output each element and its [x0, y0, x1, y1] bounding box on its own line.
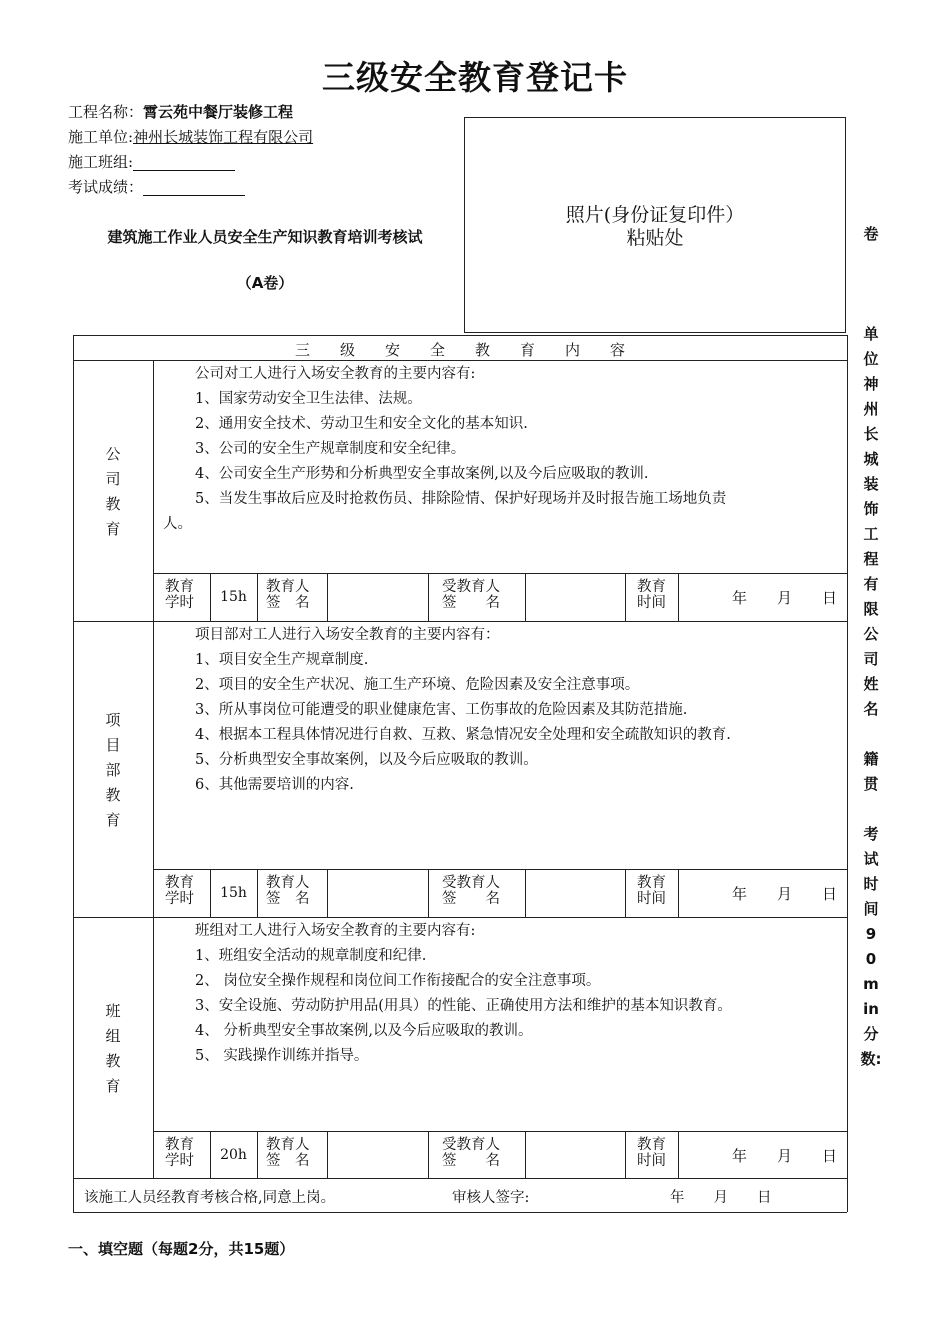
- educator-label: 签 名: [266, 1153, 310, 1169]
- section-label-char: 班: [105, 1001, 121, 1020]
- table-rule: [327, 573, 328, 621]
- side-text-char: 神: [863, 375, 879, 393]
- educator-label: 教育人: [266, 1137, 310, 1153]
- content-line: 班组对工人进行入场安全教育的主要内容有:: [195, 923, 476, 939]
- hours-value: 15h: [220, 885, 247, 901]
- table-rule: [428, 869, 429, 917]
- project-name-label: 工程名称：: [68, 103, 144, 121]
- side-text-char: 籍: [863, 750, 879, 768]
- educatee-label: 签 名: [442, 1153, 500, 1169]
- content-line: 项目部对工人进行入场安全教育的主要内容有：: [195, 627, 500, 643]
- table-rule: [73, 917, 847, 918]
- table-rule: [847, 335, 848, 1212]
- side-text-char: 司: [863, 650, 879, 668]
- hours-label: 学时: [165, 595, 194, 611]
- table-rule: [73, 335, 847, 336]
- time-label: 教育: [637, 1137, 666, 1153]
- side-text-char: 时: [863, 875, 879, 893]
- hours-value: 15h: [220, 589, 247, 605]
- side-text-char: 考: [863, 825, 879, 843]
- table-rule: [73, 621, 847, 622]
- content-line: 1、国家劳动安全卫生法律、法规。: [195, 391, 422, 407]
- section-label-char: 目: [105, 735, 121, 754]
- section-label-char: 项: [105, 710, 121, 729]
- approval-statement: 该施工人员经教育考核合格,同意上岗。: [84, 1190, 336, 1206]
- time-label: 时间: [637, 1153, 666, 1169]
- side-text-char: 装: [863, 475, 879, 493]
- team-blank[interactable]: [133, 155, 235, 171]
- section-label-char: 育: [105, 1076, 121, 1095]
- score-blank[interactable]: [143, 180, 245, 196]
- hours-label: 教育: [165, 875, 194, 891]
- content-line: 5、分析典型安全事故案例，以及今后应吸取的教训。: [195, 752, 538, 768]
- educator-label: 教育人: [266, 875, 310, 891]
- side-text-char: 位: [863, 350, 879, 368]
- content-line: 人。: [163, 516, 192, 532]
- side-text-char: 间: [863, 900, 879, 918]
- educatee-label: 签 名: [442, 595, 500, 611]
- side-text-char: 限: [863, 600, 879, 618]
- table-rule: [73, 1178, 847, 1179]
- side-text-char: [856, 297, 886, 322]
- content-line: 3、所从事岗位可能遭受的职业健康危害、工伤事故的危险因素及其防范措施.: [195, 702, 688, 718]
- side-text-char: m: [863, 975, 879, 993]
- time-label: 时间: [637, 891, 666, 907]
- content-line: 1、项目安全生产规章制度.: [195, 652, 369, 668]
- side-text-char: in: [863, 1000, 879, 1018]
- educatee-label: 受教育人: [442, 1137, 500, 1153]
- side-text-char: 有: [863, 575, 879, 593]
- review-date: 年 月 日: [670, 1190, 772, 1206]
- side-text-char: 长: [863, 425, 879, 443]
- table-header: 三 级 安 全 教 育 内 容: [294, 341, 625, 359]
- side-text-char: 数:: [860, 1050, 882, 1068]
- table-rule: [153, 360, 154, 621]
- time-label: 时间: [637, 595, 666, 611]
- section-label-char: 部: [105, 760, 121, 779]
- section-label-char: 教: [105, 1051, 121, 1070]
- score-label: 考试成绩：: [68, 178, 144, 196]
- section-label-char: 教: [105, 785, 121, 804]
- project-name-value: 霄云苑中餐厅装修工程: [143, 103, 294, 121]
- education-date: 年 月 日: [732, 1147, 838, 1165]
- hours-label: 教育: [165, 1137, 194, 1153]
- table-rule: [257, 1131, 258, 1178]
- side-text-char: 试: [863, 850, 879, 868]
- table-rule: [525, 869, 526, 917]
- section-label-char: 公: [105, 444, 121, 463]
- side-text-char: 程: [863, 550, 879, 568]
- time-label: 教育: [637, 875, 666, 891]
- section-label-char: 育: [105, 519, 121, 538]
- exam-title: 建筑施工作业人员安全生产知识教育培训考核试: [107, 228, 423, 246]
- table-rule: [327, 1131, 328, 1178]
- side-text-char: 卷: [863, 225, 879, 243]
- content-line: 3、安全设施、劳动防护用品(用具）的性能、正确使用方法和维护的基本知识教育。: [195, 998, 732, 1014]
- educatee-label: 受教育人: [442, 579, 500, 595]
- table-rule: [525, 1131, 526, 1178]
- educator-label: 签 名: [266, 595, 310, 611]
- educatee-label: 受教育人: [442, 875, 500, 891]
- side-text-char: 城: [863, 450, 879, 468]
- side-text-char: 名: [863, 700, 879, 718]
- table-rule: [153, 621, 154, 917]
- table-rule: [678, 1131, 679, 1178]
- content-line: 4、根据本工程具体情况进行自救、互救、紧急情况安全处理和安全疏散知识的教育.: [195, 727, 731, 743]
- exam-paper-label: （A卷）: [236, 274, 294, 292]
- educator-label: 签 名: [266, 891, 310, 907]
- table-rule: [525, 573, 526, 621]
- educatee-label: 签 名: [442, 891, 500, 907]
- photo-text-line-2: 粘贴处: [626, 227, 684, 249]
- side-text-char: 贯: [863, 775, 879, 793]
- content-line: 公司对工人进行入场安全教育的主要内容有:: [195, 366, 476, 382]
- section-label-char: 组: [105, 1026, 121, 1045]
- side-text-char: 单: [863, 325, 879, 343]
- content-line: 5、 实践操作训练并指导。: [195, 1048, 369, 1064]
- side-vertical-text: [856, 222, 886, 1072]
- content-line: 1、班组安全活动的规章制度和纪律.: [195, 948, 427, 964]
- table-rule: [257, 869, 258, 917]
- side-text-char: [856, 797, 886, 822]
- time-label: 教育: [637, 579, 666, 595]
- education-date: 年 月 日: [732, 589, 838, 607]
- side-text-char: 姓: [863, 675, 879, 693]
- table-rule: [153, 917, 154, 1178]
- side-text-char: [856, 247, 886, 272]
- side-text-char: 州: [863, 400, 879, 418]
- construction-unit-value: 神州长城装饰工程有限公司: [133, 128, 314, 146]
- table-rule: [678, 869, 679, 917]
- content-line: 2、通用安全技术、劳动卫生和安全文化的基本知识.: [195, 416, 528, 432]
- side-text-char: 分: [863, 1025, 879, 1043]
- table-rule: [625, 1131, 626, 1178]
- table-rule: [428, 1131, 429, 1178]
- project-name-line: [68, 103, 293, 121]
- reviewer-label: 审核人签字:: [452, 1190, 530, 1206]
- table-rule: [73, 1212, 847, 1213]
- section-label-char: 育: [105, 810, 121, 829]
- table-rule: [73, 360, 847, 361]
- hours-label: 教育: [165, 579, 194, 595]
- hours-label: 学时: [165, 891, 194, 907]
- side-text-char: 公: [863, 625, 879, 643]
- side-text-char: 饰: [863, 500, 879, 518]
- table-rule: [625, 573, 626, 621]
- table-rule: [678, 573, 679, 621]
- hours-label: 学时: [165, 1153, 194, 1169]
- content-line: 4、 分析典型安全事故案例,以及今后应吸取的教训。: [195, 1023, 533, 1039]
- content-line: 5、当发生事故后应及时抢救伤员、排除险情、保护好现场并及时报告施工场地负责: [195, 491, 727, 507]
- photo-box[interactable]: [464, 117, 846, 333]
- side-text-char: 工: [863, 525, 879, 543]
- education-date: 年 月 日: [732, 885, 838, 903]
- section-label-char: 司: [105, 469, 121, 488]
- score-line: [68, 178, 245, 196]
- table-rule: [428, 573, 429, 621]
- photo-placeholder: [465, 204, 845, 250]
- content-line: 6、其他需要培训的内容.: [195, 777, 354, 793]
- table-rule: [625, 869, 626, 917]
- content-line: 2、 岗位安全操作规程和岗位间工作衔接配合的安全注意事项。: [195, 973, 601, 989]
- team-line: [68, 153, 235, 171]
- construction-unit-label: 施工单位:: [68, 128, 134, 146]
- side-text-char: 0: [865, 950, 877, 968]
- construction-unit-line: [68, 128, 313, 146]
- content-line: 2、项目的安全生产状况、施工生产环境、危险因素及安全注意事项。: [195, 677, 640, 693]
- table-rule: [327, 869, 328, 917]
- content-line: 4、公司安全生产形势和分析典型安全事故案例,以及今后应吸取的教训.: [195, 466, 649, 482]
- team-label: 施工班组:: [68, 153, 134, 171]
- section-label-char: 教: [105, 494, 121, 513]
- page-title: 三级安全教育登记卡: [322, 58, 628, 97]
- side-text-char: [856, 272, 886, 297]
- photo-text-line-1: 照片(身份证复印件）: [565, 204, 745, 226]
- table-rule: [257, 573, 258, 621]
- educator-label: 教育人: [266, 579, 310, 595]
- side-text-char: 9: [865, 925, 877, 943]
- content-line: 3、公司的安全生产规章制度和安全纪律。: [195, 441, 466, 457]
- section-heading: 一、填空题（每题2分，共15题）: [68, 1240, 295, 1258]
- hours-value: 20h: [220, 1147, 247, 1163]
- side-text-char: [856, 722, 886, 747]
